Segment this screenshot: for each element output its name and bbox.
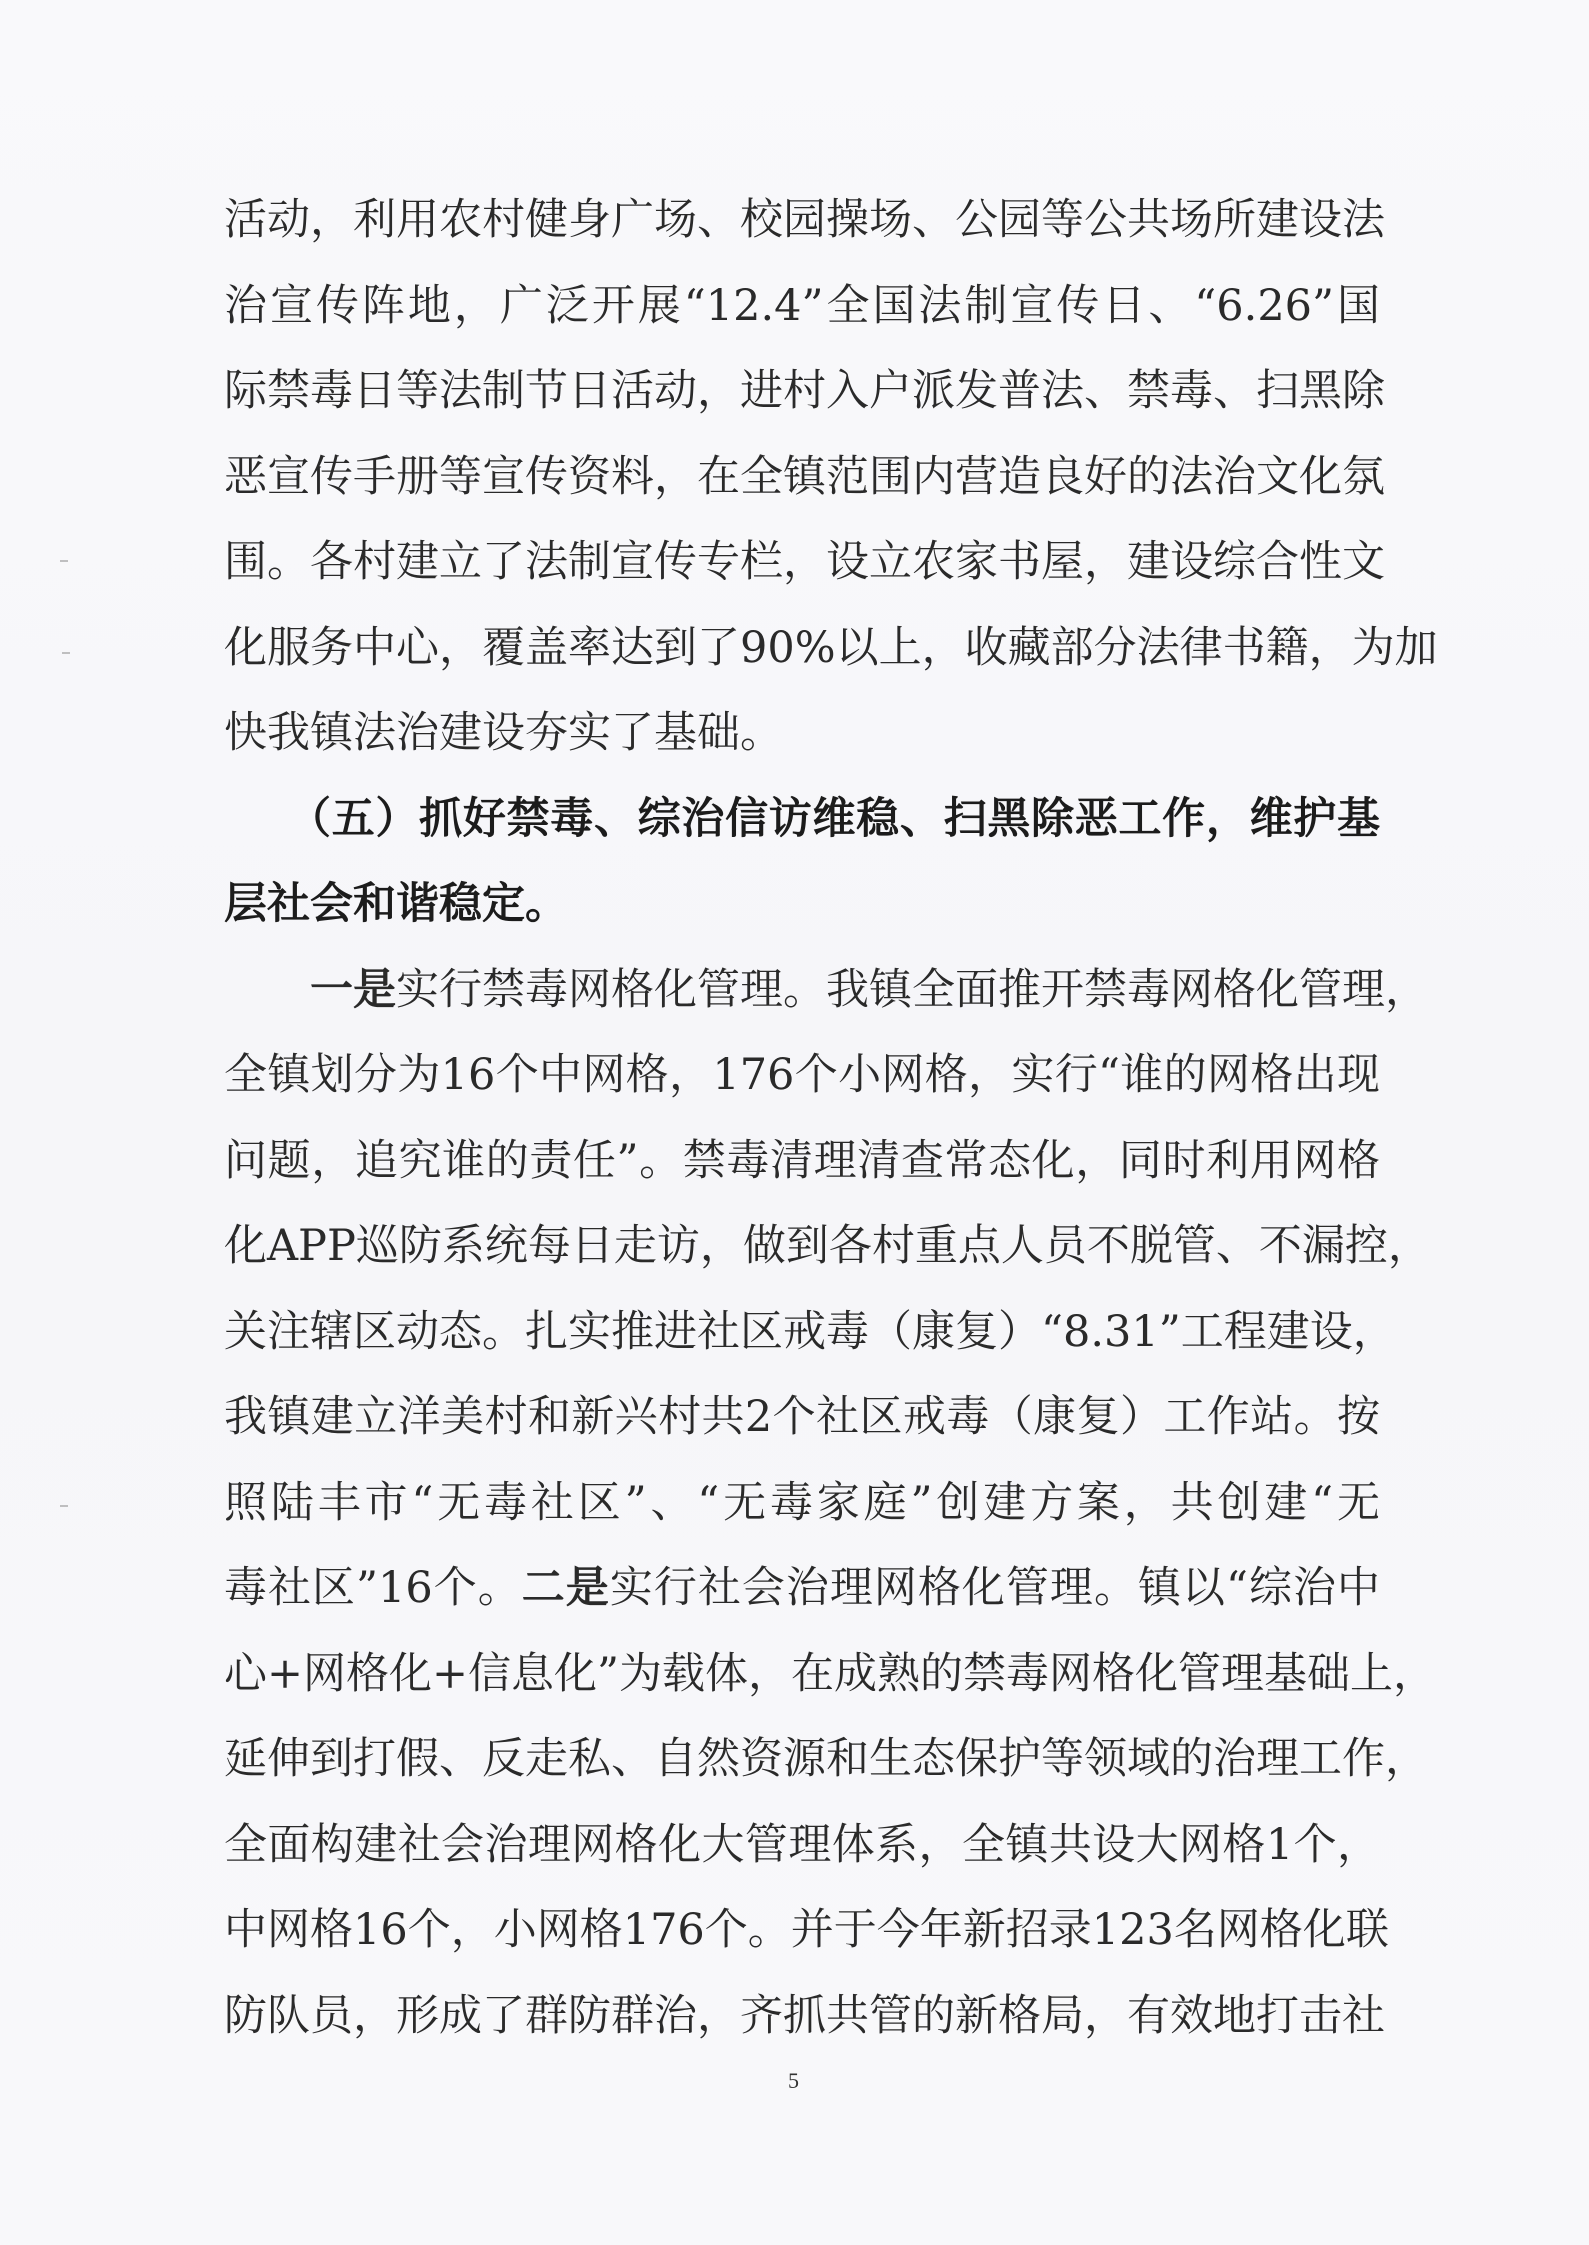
paragraph-grid-management <box>224 948 1437 2060</box>
body-line: 全面构建社会治理网格化大管理体系，全镇共设大网格1个， <box>224 1819 1380 1870</box>
scan-artifact-mark <box>60 560 68 562</box>
body-line: 际禁毒日等法制节日活动，进村入户派发普法、禁毒、扫黑除 <box>224 366 1385 416</box>
body-line: 全镇划分为16个中网格，176个小网格，实行“谁的网格出现 <box>224 1050 1380 1100</box>
body-line: 关注辖区动态。扎实推进社区戒毒（康复）“8.31”工程建设， <box>224 1306 1396 1357</box>
page-number: 5 <box>788 2068 799 2093</box>
scan-artifact-mark <box>62 652 70 654</box>
document-body <box>224 178 1438 2059</box>
body-line: 围。各村建立了法制宣传专栏，设立农家书屋，建设综合性文 <box>224 537 1385 587</box>
body-line: 化APP巡防系统每日走访，做到各村重点人员不脱管、不漏控， <box>224 1221 1431 1271</box>
body-line: 中网格16个，小网格176个。并于今年新招录123名网格化联 <box>224 1905 1389 1955</box>
body-line: 照陆丰市“无毒社区”、“无毒家庭”创建方案，共创建“无 <box>224 1477 1380 1528</box>
body-line: 活动，利用农村健身广场、校园操场、公园等公共场所建设法 <box>224 195 1385 245</box>
body-line <box>224 948 1428 1034</box>
body-text: 毒社区”16个。 <box>224 1563 522 1613</box>
body-text: 实行社会治理网格化管理。镇以“综治中 <box>609 1563 1381 1613</box>
body-text: 实行禁毒网格化管理。我镇全面推开禁毒网格化管理， <box>396 964 1428 1015</box>
scan-artifact-mark <box>60 1505 68 1507</box>
body-line: 治宣传阵地，广泛开展“12.4”全国法制宣传日、“6.26”国 <box>224 280 1380 331</box>
body-line <box>224 1546 1380 1632</box>
body-line: 心+网格化+信息化”为载体，在成熟的禁毒网格化管理基础上， <box>224 1648 1437 1699</box>
body-line: 问题，追究谁的责任”。禁毒清理清查常态化，同时利用网格 <box>224 1135 1380 1186</box>
section-heading <box>224 777 1380 948</box>
body-line: 防队员，形成了群防群治，齐抓共管的新格局，有效地打击社 <box>224 1990 1385 2041</box>
emphasis-lead: 二是 <box>521 1563 610 1613</box>
body-line: 我镇建立洋美村和新兴村共2个社区戒毒（康复）工作站。按 <box>224 1392 1380 1442</box>
section-heading-line: 层社会和谐稳定。 <box>224 879 568 929</box>
body-line: 恶宣传手册等宣传资料，在全镇范围内营造良好的法治文化氛 <box>224 451 1385 502</box>
section-heading-line: （五）抓好禁毒、综治信访维稳、扫黑除恶工作，维护基 <box>288 793 1380 844</box>
body-line: 延伸到打假、反走私、自然资源和生态保护等领域的治理工作， <box>224 1734 1428 1784</box>
paragraph-legal-publicity <box>224 178 1438 777</box>
body-line: 化服务中心，覆盖率达到了90%以上，收藏部分法律书籍，为加 <box>224 622 1438 673</box>
emphasis-lead: 一是 <box>310 964 396 1015</box>
body-line: 快我镇法治建设夯实了基础。 <box>224 708 783 758</box>
